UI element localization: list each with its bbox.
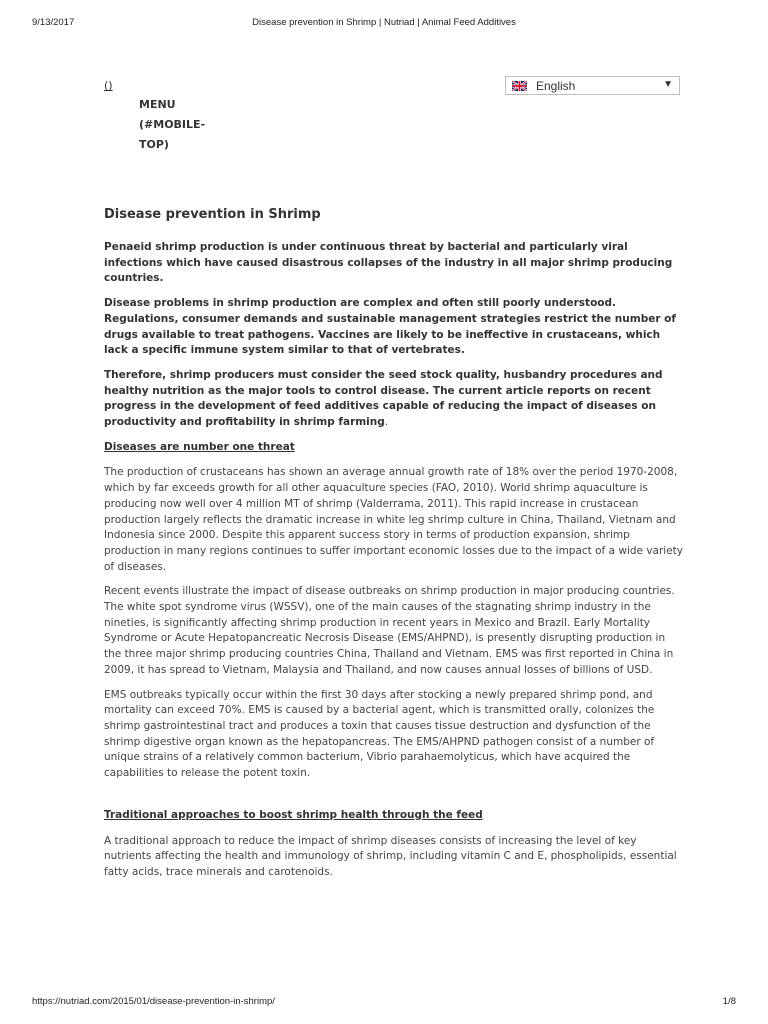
print-date: 9/13/2017 [32, 17, 75, 28]
menu-line: (#MOBILE- [139, 118, 206, 131]
page-number: 1/8 [722, 996, 736, 1007]
print-url: https://nutriad.com/2015/01/disease-prevention-in-shrimp/ [32, 996, 275, 1007]
article-title: Disease prevention in Shrimp [104, 207, 321, 222]
print-page-title: Disease prevention in Shrimp | Nutriad | Animal Feed Additives [252, 17, 516, 28]
language-select[interactable] [505, 76, 680, 95]
language-selected: English [536, 79, 576, 93]
body-paragraph: A traditional approach to reduce the impact of shrimp diseases consists of increasing the level of key nutrients affecting the health and immunology of shrimp, including vitamin C and E, phospholipids, essential fatty acids, trace minerals and carotenoids. [104, 834, 677, 878]
intro-text: Therefore, shrimp producers must consider the seed stock quality, husbandry procedures and healthy nutrition as the major tools to control disease. The current article reports on recent progress in the development of feed additives capable of reducing the impact of diseases on productivity and profitability in shrimp farming [104, 368, 663, 429]
intro-period: . [384, 416, 389, 429]
section-heading: Traditional approaches to boost shrimp health through the feed [104, 808, 483, 821]
mobile-menu-link[interactable] [139, 95, 219, 155]
body-paragraph: The production of crustaceans has shown an average annual growth rate of 18% over the period 1970-2008, which by far exceeds growth for all other aquaculture species (FAO, 2010). World shrimp aquaculture is producing now well over 4 million MT of shrimp (Valderrama, 2011). This rapid increase in crustacean production largely reflects the dramatic increase in white leg shrimp culture in China, Thailand, Vietnam and Indonesia since 2000. Despite this apparent success story in terms of production expansion, shrimp production in many regions continues to suffer important economic losses due to the impact of a wide variety of diseases. [104, 466, 683, 573]
chevron-down-icon: ▼ [663, 79, 673, 90]
section-heading: Diseases are number one threat [104, 440, 295, 453]
menu-toggle-link[interactable]: () [104, 79, 113, 92]
uk-flag-icon [512, 81, 527, 91]
article [104, 205, 684, 890]
intro-paragraph: Disease problems in shrimp production are complex and often still poorly understood. Regulations, consumer demands and sustainable management strategies restrict the number of drugs available to treat pathogens. Vaccines are likely to be ineffective in crustaceans, which lack a specific immune system similar to that of vertebrates. [104, 297, 676, 357]
intro-paragraph [104, 368, 684, 431]
body-paragraph: EMS outbreaks typically occur within the first 30 days after stocking a newly prepared shrimp pond, and mortality can exceed 70%. EMS is caused by a bacterial agent, which is transmitted orally, colonizes the shrimp gastrointestinal tract and produces a toxin that causes tissue destruction and dysfunction of the shrimp digestive organ known as the hepatopancreas. The EMS/AHPND pathogen consist of a number of unique strains of a relatively common bacterium, Vibrio parahaemolyticus, which have acquired the capabilities to release the potent toxin. [104, 688, 655, 780]
intro-paragraph: Penaeid shrimp production is under continuous threat by bacterial and particularly viral infections which have caused disastrous collapses of the industry in all major shrimp producing countries. [104, 241, 673, 285]
menu-line: TOP) [139, 138, 169, 151]
body-paragraph: Recent events illustrate the impact of disease outbreaks on shrimp production in major producing countries. The white spot syndrome virus (WSSV), one of the main causes of the stagnating shrimp industry in the nineties, is significantly affecting shrimp production in recent years in Mexico and Brazil. Early Mortality Syndrome or Acute Hepatopancreatic Necrosis Disease (EMS/AHPND), is presently disrupting production in the three major shrimp producing countries China, Thailand and Vietnam. EMS was first reported in China in 2009, it has spread to Vietnam, Malaysia and Thailand, and now causes annual losses of billions of USD. [104, 585, 675, 676]
menu-line: MENU [139, 98, 176, 111]
